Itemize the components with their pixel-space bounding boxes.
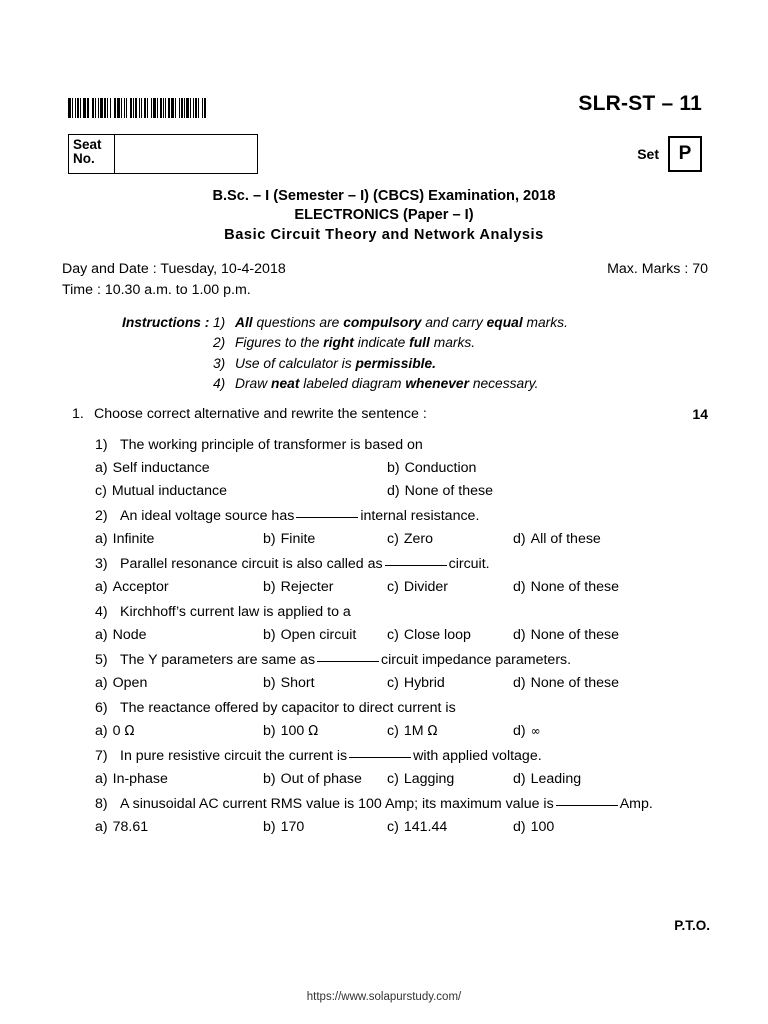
option-letter: a) — [95, 460, 108, 476]
option-choice[interactable] — [95, 576, 169, 599]
option-letter: a) — [95, 675, 108, 691]
option-text: Rejecter — [280, 579, 334, 595]
sub-question-stem — [95, 793, 711, 816]
exam-details-row-2 — [62, 280, 708, 301]
option-letter: a) — [95, 819, 108, 835]
option-letter: d) — [513, 675, 526, 691]
header-row — [68, 92, 702, 124]
option-letter: b) — [263, 627, 276, 643]
option-row — [95, 816, 711, 839]
option-text: Conduction — [404, 460, 477, 476]
exam-details-row-1 — [62, 259, 708, 280]
sub-question-number: 2) — [95, 508, 108, 524]
option-choice[interactable] — [513, 528, 601, 551]
pto-label: P.T.O. — [674, 918, 710, 933]
option-choice[interactable] — [95, 816, 148, 839]
seat-no-label-line2: No. — [73, 151, 95, 167]
day-and-date: Day and Date : Tuesday, 10-4-2018 — [62, 261, 286, 277]
seat-no-label-line1: Seat — [73, 137, 102, 152]
sub-question-stem — [95, 505, 711, 528]
option-row — [95, 768, 711, 791]
instruction-text: Use of calculator is permissible. — [235, 355, 436, 371]
option-text: None of these — [530, 579, 619, 595]
option-text: 78.61 — [112, 819, 149, 835]
option-choice[interactable] — [95, 672, 147, 695]
option-choice[interactable] — [387, 480, 493, 503]
sub-question-number: 4) — [95, 604, 108, 620]
instructions-block — [122, 313, 712, 394]
sub-question-text-before-blank: An ideal voltage source has — [120, 508, 295, 524]
sub-question — [95, 649, 711, 695]
instruction-number: 4) — [213, 375, 226, 391]
option-text: Acceptor — [112, 579, 169, 595]
option-choice[interactable] — [263, 528, 315, 551]
option-letter: a) — [95, 627, 108, 643]
option-letter: c) — [387, 771, 399, 787]
option-text: Close loop — [403, 627, 471, 643]
question-1-number: 1. — [72, 406, 84, 422]
sub-question-text-before-blank: The Y parameters are same as — [120, 652, 316, 668]
answer-blank — [385, 565, 447, 566]
option-choice[interactable] — [387, 816, 447, 839]
instructions-list — [122, 313, 712, 394]
set-indicator — [637, 136, 702, 172]
option-text: Divider — [403, 579, 448, 595]
option-letter: c) — [387, 723, 399, 739]
option-text: Short — [280, 675, 315, 691]
exam-details — [62, 259, 708, 301]
option-text: None of these — [404, 483, 493, 499]
sub-question-stem — [95, 697, 711, 720]
option-text: ∞ — [530, 724, 541, 738]
instructions-heading: Instructions : — [122, 315, 210, 330]
sub-question-text-after-blank: internal resistance. — [360, 508, 480, 524]
option-text: Mutual inductance — [111, 483, 227, 499]
option-choice[interactable] — [95, 457, 210, 480]
sub-question — [95, 793, 711, 839]
question-1-stem: Choose correct alternative and rewrite the sentence : — [94, 406, 427, 422]
option-letter: c) — [387, 531, 399, 547]
option-text: Node — [112, 627, 147, 643]
option-letter: a) — [95, 531, 108, 547]
option-text: Leading — [530, 771, 582, 787]
sub-question-text-before-blank: A sinusoidal AC current RMS value is 100 Amp; its maximum value is — [120, 796, 554, 812]
option-choice[interactable] — [387, 720, 437, 743]
option-choice[interactable] — [387, 576, 448, 599]
sub-question — [95, 601, 711, 647]
option-choice[interactable] — [95, 720, 134, 743]
option-text: All of these — [530, 531, 601, 547]
option-row — [95, 528, 711, 551]
option-choice[interactable] — [513, 576, 619, 599]
sub-question-number: 6) — [95, 700, 108, 716]
option-choice[interactable] — [263, 624, 356, 647]
source-url: https://www.solapurstudy.com/ — [306, 991, 462, 1003]
option-letter: c) — [387, 579, 399, 595]
option-row — [95, 457, 711, 503]
option-letter: c) — [387, 675, 399, 691]
sub-question-text: The reactance offered by capacitor to direct current is — [120, 700, 456, 716]
option-row — [95, 720, 711, 743]
sub-question-stem — [95, 601, 711, 624]
option-letter: a) — [95, 723, 108, 739]
option-letter: d) — [513, 819, 526, 835]
instruction-item — [213, 354, 712, 374]
option-text: Hybrid — [403, 675, 445, 691]
option-choice[interactable] — [513, 720, 541, 743]
instruction-text: Figures to the right indicate full marks. — [235, 335, 476, 351]
option-row — [95, 624, 711, 647]
option-letter: b) — [263, 531, 276, 547]
option-text: Open — [112, 675, 148, 691]
option-letter: b) — [263, 771, 276, 787]
set-value-box: P — [668, 136, 702, 172]
exam-title-block — [0, 187, 768, 245]
sub-question-text-after-blank: Amp. — [619, 796, 653, 812]
option-text: 170 — [280, 819, 305, 835]
option-choice[interactable] — [513, 768, 581, 791]
instruction-number: 3) — [213, 355, 226, 371]
answer-blank — [317, 661, 379, 662]
sub-question-number: 5) — [95, 652, 108, 668]
sub-question-text-after-blank: with applied voltage. — [413, 748, 542, 764]
seat-no-input[interactable] — [115, 135, 257, 173]
paper-code: SLR-ST – 11 — [578, 92, 702, 115]
option-choice[interactable] — [263, 672, 315, 695]
sub-question-stem — [95, 434, 711, 457]
sub-question-number: 8) — [95, 796, 108, 812]
option-letter: a) — [95, 771, 108, 787]
option-choice[interactable] — [387, 457, 476, 480]
option-choice[interactable] — [513, 624, 619, 647]
sub-question-stem — [95, 649, 711, 672]
option-letter: b) — [263, 579, 276, 595]
sub-question-number: 1) — [95, 437, 108, 453]
option-letter: d) — [387, 483, 400, 499]
option-text: 100 Ω — [280, 723, 319, 739]
option-choice[interactable] — [263, 816, 304, 839]
option-text: Zero — [403, 531, 433, 547]
sub-question-text: The working principle of transformer is based on — [120, 437, 423, 453]
option-letter: d) — [513, 627, 526, 643]
instruction-text: All questions are compulsory and carry equal marks. — [235, 315, 568, 330]
sub-question-stem — [95, 745, 711, 768]
barcode-image — [68, 98, 206, 118]
option-letter: c) — [387, 819, 399, 835]
exam-title-line2: ELECTRONICS (Paper – I) — [294, 207, 474, 224]
instruction-text: Draw neat labeled diagram whenever necessary. — [235, 375, 539, 391]
option-text: Infinite — [112, 531, 155, 547]
seat-no-box — [68, 134, 258, 174]
option-row — [95, 576, 711, 599]
option-choice[interactable] — [387, 624, 471, 647]
option-letter: b) — [263, 675, 276, 691]
option-text: 100 — [530, 819, 555, 835]
option-choice[interactable] — [263, 576, 333, 599]
option-choice[interactable] — [95, 768, 168, 791]
option-choice[interactable] — [95, 480, 227, 503]
question-1-header — [72, 406, 708, 422]
option-text: In-phase — [112, 771, 168, 787]
option-choice[interactable] — [387, 768, 454, 791]
max-marks: Max. Marks : 70 — [607, 261, 708, 277]
option-text: 1M Ω — [403, 723, 438, 739]
option-letter: a) — [95, 579, 108, 595]
sub-question-text: Kirchhoff’s current law is applied to a — [120, 604, 351, 620]
option-choice[interactable] — [387, 672, 445, 695]
option-text: Finite — [280, 531, 316, 547]
answer-blank — [296, 517, 358, 518]
sub-question-number: 7) — [95, 748, 108, 764]
option-choice[interactable] — [263, 768, 362, 791]
option-choice[interactable] — [95, 624, 147, 647]
option-text: Self inductance — [112, 460, 210, 476]
instruction-item — [213, 333, 712, 353]
option-text: None of these — [530, 627, 619, 643]
option-text: Out of phase — [280, 771, 362, 787]
answer-blank — [556, 805, 618, 806]
sub-question — [95, 697, 711, 743]
option-letter: c) — [387, 627, 399, 643]
option-choice[interactable] — [387, 528, 433, 551]
option-choice[interactable] — [513, 816, 554, 839]
sub-question — [95, 434, 711, 503]
question-1-marks: 14 — [692, 406, 708, 422]
option-letter: b) — [387, 460, 400, 476]
option-letter: c) — [95, 483, 107, 499]
sub-question — [95, 553, 711, 599]
instruction-number: 1) — [213, 315, 226, 330]
sub-question-text-before-blank: In pure resistive circuit the current is — [120, 748, 348, 764]
option-letter: b) — [263, 723, 276, 739]
exam-title-line1: B.Sc. – I (Semester – I) (CBCS) Examination, 2018 — [212, 188, 556, 204]
sub-question-number: 3) — [95, 556, 108, 572]
sub-question-text-after-blank: circuit impedance parameters. — [381, 652, 572, 668]
sub-question — [95, 505, 711, 551]
option-letter: d) — [513, 531, 526, 547]
seat-no-label — [69, 135, 115, 173]
option-text: None of these — [530, 675, 619, 691]
exam-time: Time : 10.30 a.m. to 1.00 p.m. — [62, 282, 251, 299]
set-label: Set — [637, 146, 659, 162]
option-text: Open circuit — [280, 627, 357, 643]
option-letter: b) — [263, 819, 276, 835]
sub-question-text-before-blank: Parallel resonance circuit is also called as — [120, 556, 383, 572]
option-text: Lagging — [403, 771, 455, 787]
option-letter: d) — [513, 579, 526, 595]
sub-question — [95, 745, 711, 791]
instruction-item — [213, 313, 712, 333]
option-text: 0 Ω — [112, 723, 135, 739]
answer-blank — [349, 757, 411, 758]
option-letter: d) — [513, 771, 526, 787]
option-choice[interactable] — [513, 672, 619, 695]
instruction-item — [213, 374, 712, 394]
option-row — [95, 672, 711, 695]
option-choice[interactable] — [95, 528, 154, 551]
exam-title-line3: Basic Circuit Theory and Network Analysis — [224, 226, 544, 243]
sub-question-stem — [95, 553, 711, 576]
instruction-number: 2) — [213, 335, 226, 351]
option-text: 141.44 — [403, 819, 448, 835]
sub-questions-list — [95, 434, 711, 841]
option-choice[interactable] — [263, 720, 318, 743]
sub-question-text-after-blank: circuit. — [448, 556, 490, 572]
option-letter: d) — [513, 723, 526, 739]
